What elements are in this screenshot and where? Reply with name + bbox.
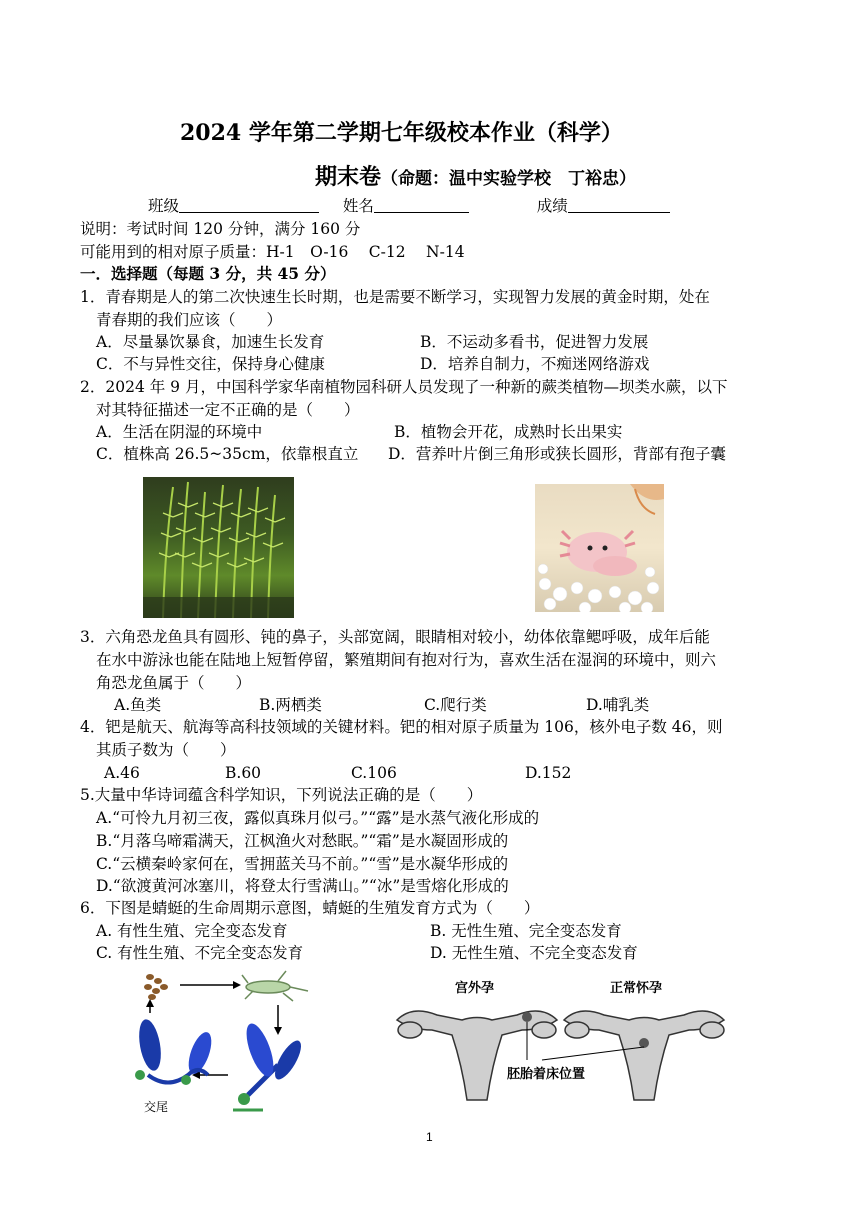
score-blank[interactable]	[568, 196, 670, 213]
ectopic-label: 宫外孕	[455, 981, 495, 996]
exam-info: 说明：考试时间 120 分钟，满分 160 分	[80, 220, 361, 238]
name-label: 姓名	[342, 197, 374, 215]
q4-stem: 4．钯是航天、航海等高科技领域的关键材料。钯的相对原子质量为 106，核外电子数 46，则	[80, 718, 723, 736]
q1-option-a[interactable]: A．尽量暴饮暴食，加速生长发育	[96, 333, 325, 351]
q5-option-d[interactable]: D.“欲渡黄河冰塞川，将登太行雪满山。”“冰”是雪熔化形成的	[96, 877, 509, 895]
q1-stem-cont: 青春期的我们应该（ ）	[96, 311, 283, 329]
q1-option-c[interactable]: C．不与异性交往，保持身心健康	[96, 355, 325, 373]
q3-option-d[interactable]: D.哺乳类	[586, 696, 650, 714]
q5-option-c[interactable]: C.“云横秦岭家何在，雪拥蓝关马不前。”“雪”是水凝华形成的	[96, 855, 509, 873]
fern-photo	[143, 477, 294, 618]
q4-stem-cont: 其质子数为（ ）	[96, 741, 236, 759]
q4-option-b[interactable]: B.60	[225, 764, 262, 782]
q4-option-d[interactable]: D.152	[525, 764, 572, 782]
page-number: 1	[426, 1130, 433, 1144]
class-label: 班级	[148, 197, 180, 215]
q1-option-d[interactable]: D．培养自制力，不痴迷网络游戏	[420, 355, 650, 373]
q3-option-a[interactable]: A.鱼类	[114, 696, 162, 714]
q2-option-c[interactable]: C．植株高 26.5~35cm，依靠根直立	[96, 445, 359, 463]
page-title: 2024 学年第二学期七年级校本作业（科学）	[180, 120, 623, 146]
q5-option-a[interactable]: A.“可怜九月初三夜，露似真珠月似弓。”“露”是水蒸气液化形成的	[96, 809, 540, 827]
normal-pregnancy-label: 正常怀孕	[610, 981, 663, 996]
dragonfly-lifecycle-diagram	[128, 965, 338, 1120]
q6-option-d[interactable]: D. 无性生殖、不完全变态发育	[430, 944, 638, 962]
info-fields	[148, 195, 670, 217]
q6-option-c[interactable]: C. 有性生殖、不完全变态发育	[96, 944, 304, 962]
embryo-position-label: 胚胎着床位置	[505, 1063, 587, 1082]
q1-stem: 1．青春期是人的第二次快速生长时期，也是需要不断学习，实现智力发展的黄金时期，处在	[80, 288, 710, 306]
class-blank[interactable]	[179, 196, 319, 213]
subtitle-main: 期末卷	[315, 164, 382, 190]
fern-icon	[143, 477, 294, 618]
score-label: 成绩	[536, 197, 568, 215]
atomic-mass-note: 可能用到的相对原子质量：H-1 O-16 C-12 N-14	[80, 243, 465, 261]
axolotl-icon	[535, 484, 664, 612]
section-title: 一．选择题（每题 3 分，共 45 分）	[80, 264, 336, 283]
q3-option-c[interactable]: C.爬行类	[424, 696, 487, 714]
q3-option-b[interactable]: B.两栖类	[259, 696, 322, 714]
q2-stem: 2．2024 年 9 月，中国科学家华南植物园科研人员发现了一种新的蕨类植物—坝类水蕨，以下	[80, 378, 728, 396]
q5-option-b[interactable]: B.“月落乌啼霜满天，江枫渔火对愁眠。”“霜”是水凝固形成的	[96, 832, 509, 850]
q2-option-d[interactable]: D．营养叶片倒三角形或狭长圆形，背部有孢子囊	[388, 445, 726, 463]
q3-stem: 3．六角恐龙鱼具有圆形、钝的鼻子，头部宽阔，眼睛相对较小，幼体依靠鳃呼吸，成年后能	[80, 628, 710, 646]
q3-stem-cont: 在水中游泳也能在陆地上短暂停留，繁殖期间有抱对行为，喜欢生活在湿润的环境中，则六	[96, 651, 717, 669]
q4-option-c[interactable]: C.106	[351, 764, 397, 782]
q6-stem: 6．下图是蜻蜓的生命周期示意图，蜻蜓的生殖发育方式为（ ）	[80, 899, 540, 917]
q6-option-a[interactable]: A. 有性生殖、完全变态发育	[96, 922, 288, 940]
q1-option-b[interactable]: B．不运动多看书，促进智力发展	[420, 333, 649, 351]
subtitle-note: （命题：温中实验学校 丁裕忠）	[381, 169, 637, 189]
q6-option-b[interactable]: B. 无性生殖、完全变态发育	[430, 922, 622, 940]
uterus-diagram	[392, 975, 732, 1105]
axolotl-photo	[535, 484, 664, 612]
q5-stem: 5.大量中华诗词蕴含科学知识，下列说法正确的是（ ）	[80, 786, 483, 804]
uterus-icon	[392, 975, 732, 1105]
mating-label: 交尾	[144, 1100, 169, 1114]
q2-option-b[interactable]: B．植物会开花，成熟时长出果实	[394, 423, 623, 441]
page-subtitle	[315, 160, 636, 191]
dragonfly-icon	[128, 965, 338, 1120]
q2-stem-cont: 对其特征描述一定不正确的是（ ）	[96, 401, 360, 419]
q3-stem-cont2: 角恐龙鱼属于（ ）	[96, 674, 252, 692]
q2-option-a[interactable]: A．生活在阴湿的环境中	[96, 423, 263, 441]
name-blank[interactable]	[374, 196, 469, 213]
q4-option-a[interactable]: A.46	[104, 764, 140, 782]
